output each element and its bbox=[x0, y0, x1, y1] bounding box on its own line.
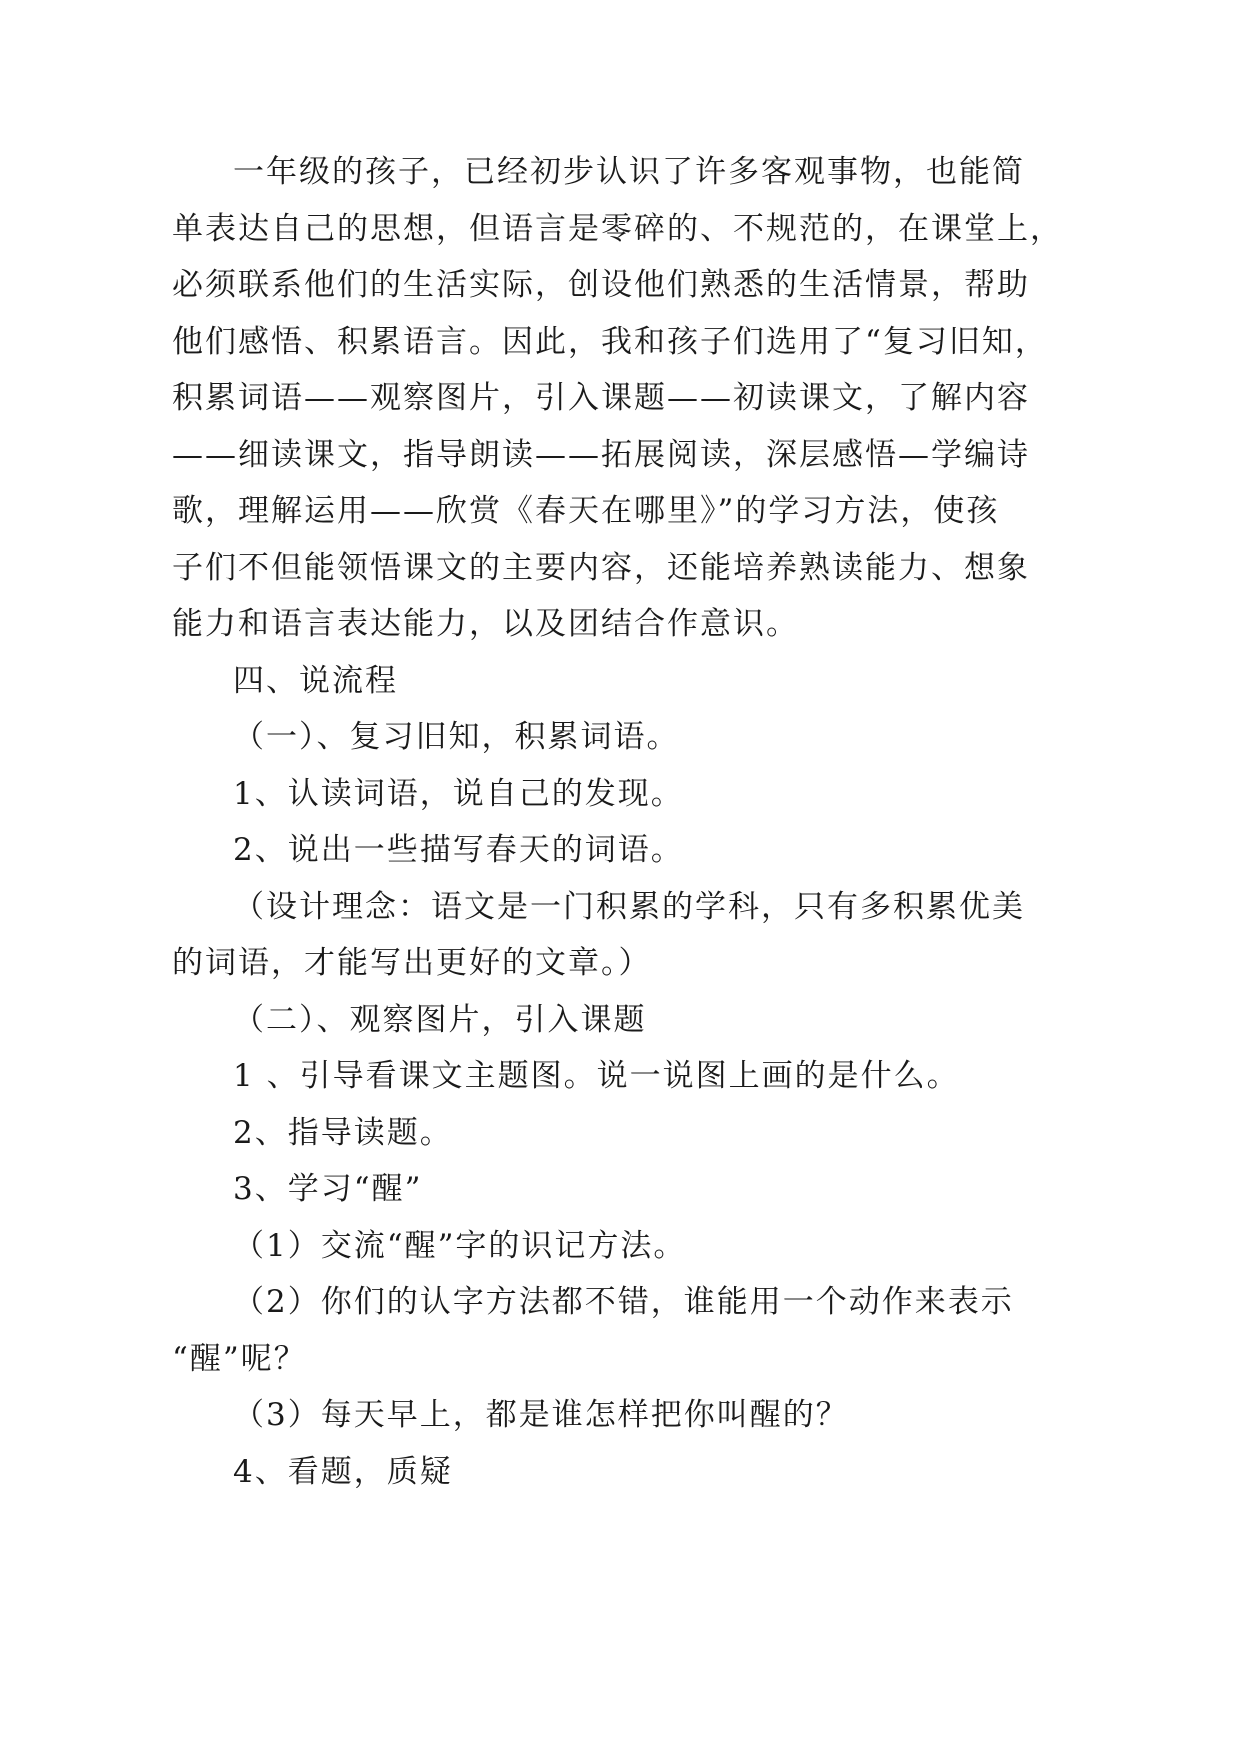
text-line-17: 1 、引导看课文主题图。说一说图上画的是什么。 bbox=[233, 1058, 960, 1094]
text-line-12: 1、认读词语，说自己的发现。 bbox=[233, 776, 684, 812]
text-line-14: （设计理念：语文是一门积累的学科，只有多积累优美 bbox=[233, 889, 1025, 925]
text-line-6: ——细读课文，指导朗读——拓展阅读，深层感悟—学编诗 bbox=[172, 437, 1030, 473]
text-line-7: 歌，理解运用——欣赏《春天在哪里》”的学习方法，使孩 bbox=[172, 493, 1000, 529]
subsection-heading-2: （二）、观察图片，引入课题 bbox=[233, 1002, 647, 1038]
text-line-3: 必须联系他们的生活实际，创设他们熟悉的生活情景，帮助 bbox=[172, 267, 1030, 303]
text-line-13: 2、说出一些描写春天的词语。 bbox=[233, 832, 684, 868]
text-line-19: 3、学习“醒” bbox=[233, 1171, 423, 1207]
text-line-21: （2）你们的认字方法都不错，谁能用一个动作来表示 bbox=[233, 1284, 1014, 1320]
text-line-8: 子们不但能领悟课文的主要内容，还能培养熟读能力、想象 bbox=[172, 550, 1030, 586]
text-line-5: 积累词语——观察图片，引入课题——初读课文，了解内容 bbox=[172, 380, 1030, 416]
text-line-18: 2、指导读题。 bbox=[233, 1115, 453, 1151]
text-line-2: 单表达自己的思想，但语言是零碎的、不规范的，在课堂上， bbox=[172, 211, 1063, 247]
text-line-23: （3）每天早上，都是谁怎样把你叫醒的？ bbox=[233, 1397, 849, 1433]
text-line-1: 一年级的孩子，已经初步认识了许多客观事物，也能简 bbox=[233, 154, 1025, 190]
text-line-24: 4、看题，质疑 bbox=[233, 1454, 453, 1490]
text-line-9: 能力和语言表达能力，以及团结合作意识。 bbox=[172, 606, 799, 642]
subsection-heading-1: （一）、复习旧知，积累词语。 bbox=[233, 719, 680, 755]
text-line-4: 他们感悟、积累语言。因此，我和孩子们选用了“复习旧知， bbox=[172, 324, 1048, 360]
text-line-22: “醒”呢？ bbox=[172, 1341, 307, 1377]
text-line-15: 的词语，才能写出更好的文章。） bbox=[172, 945, 652, 981]
section-heading: 四、说流程 bbox=[233, 663, 398, 699]
text-line-20: （1）交流“醒”字的识记方法。 bbox=[233, 1228, 687, 1264]
